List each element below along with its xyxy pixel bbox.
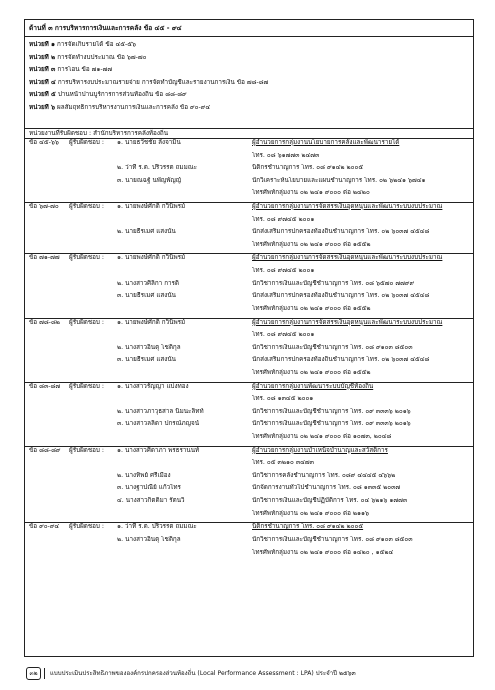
item-range [25, 152, 69, 165]
person-name: ๓. นายณฉฐ์ นพัญพัญญ์ [117, 176, 182, 184]
person-name [117, 395, 252, 408]
person-name: ๑. นายพงษ์ศักดิ์ กวินิพรม์ [117, 318, 186, 326]
unit-text: การโอน ข้อ ๗๑-๗๗ [57, 66, 113, 73]
person-name: ๒. นางสาวศิลิกา การดิ [117, 279, 180, 287]
contact-row [25, 189, 473, 202]
person-name: ๑. นางสาวศิดาภา พรธรานนท์ [117, 446, 200, 454]
person-name: ๔. นางสาวกิตติมา รัตนวิ [117, 497, 185, 505]
contact-row [25, 280, 473, 293]
person-name [117, 267, 252, 280]
item-range [25, 305, 69, 318]
contact-row [25, 433, 473, 446]
person-name: ๓. นายธีรเมศ แสงนัน [117, 356, 176, 364]
contact-info: ผู้อำนวยการกลุ่มงานการจัดสรรเงินอุดหนุนและพัฒนาระบบงบประมาณ [252, 318, 443, 326]
unit-label: หน่วยที่ ๑ [29, 41, 56, 48]
contact-row [25, 447, 473, 460]
contact-info: ผู้อำนวยการกลุ่มงานนโยบายการคลังและพัฒนารายได้ [252, 139, 400, 146]
responsible-label: ผู้รับผิดชอบ : [69, 139, 105, 146]
contact-row [25, 383, 473, 396]
unit-list [25, 37, 473, 129]
item-range [25, 280, 69, 293]
contact-info: นักวิชาการเงินและบัญชีชำนาญการ โทร. ๐๘ ๙๑๐๓ ๘๕๐๓ [252, 343, 413, 351]
item-range: ข้อ ๙๐-๙๔ [29, 523, 60, 531]
responsible-office: หน่วยงานที่รับผิดชอบ : สำนักบริหารการคลังท้องถิ่น [25, 129, 473, 139]
contact-info: ผู้อำนวยการกลุ่มงานบำเหน็จบำนาญและสวัสดิการ [252, 446, 388, 454]
person-name: ๒. นายธีรเมศ แสงนัน [117, 228, 176, 236]
contact-row [25, 139, 473, 152]
responsible-label [69, 510, 117, 523]
contact-info: นิติกรชำนาญการ โทร. ๐๘ ๙๑๔๒ ๒๐๐๕ [252, 164, 364, 172]
contact-row [25, 152, 473, 165]
item-range: ข้อ ๔๕-๖๖ [29, 139, 59, 146]
responsible-label: ผู้รับผิดชอบ : [69, 318, 105, 326]
person-name [117, 510, 252, 523]
person-name: ๓. นายธีรเมศ แสงนัน [117, 292, 176, 300]
page-number: ๓๒ [26, 667, 41, 680]
contact-row [25, 228, 473, 241]
item-range [25, 536, 69, 549]
contact-info: โทรศัพท์กลุ่มงาน ๐๒ ๒๔๑ ๙๐๐๐ ต่อ ๒๑๑๖ [252, 509, 370, 517]
unit-label: หน่วยที่ ๒ [29, 53, 56, 61]
contact-row [25, 177, 473, 190]
item-range: ข้อ ๗๑-๗๗ [29, 254, 60, 262]
contact-row [25, 472, 473, 485]
item-range [25, 408, 69, 421]
contact-info: โทร. ๐๕ ๓๒๑๐ ๓๔๗๓ [252, 459, 314, 467]
person-name [117, 241, 252, 254]
unit-item [29, 91, 469, 104]
item-range [25, 292, 69, 305]
contact-info: โทร. ๐๘ ๙๗๔๕ ๒๐๐๑ [252, 215, 315, 223]
contact-info: ผู้อำนวยการกลุ่มงานการจัดสรรเงินอุดหนุนและพัฒนาระบบงบประมาณ [252, 203, 443, 211]
person-name: ๑. นายพงษ์ศักดิ์ กวินิพรม์ [117, 203, 186, 211]
contact-row [25, 292, 473, 305]
contact-info: นักส่งเสริมการปกครองท้องถิ่นชำนาญการ โทร. ๐๒ ๖๐๓๗ ๔๕๔๘ [252, 228, 430, 236]
contact-row [25, 408, 473, 421]
item-range [25, 369, 69, 382]
responsible-label [69, 344, 117, 357]
unit-item [29, 41, 469, 54]
item-range [25, 344, 69, 357]
responsible-label: ผู้รับผิดชอบ : [69, 254, 105, 262]
contact-group [25, 254, 473, 318]
item-range [25, 189, 69, 202]
responsible-label [69, 164, 117, 177]
contact-info: นักวิเคราะห์นโยบายและแผนชำนาญการ โทร. ๐๒ ๖๒๔๑ ๖๗๔๑ [252, 176, 426, 184]
section-title: ด้านที่ ๓ การบริหารการเงินและการคลัง ข้อ ๔๕ - ๙๔ [25, 20, 473, 37]
responsible-label [69, 484, 117, 497]
person-name: ๓. นางฐาปณีย์ แก้วไทร [117, 484, 181, 492]
item-range [25, 216, 69, 229]
item-range [25, 484, 69, 497]
contact-info: นักวิชาการเงินและบัญชีชำนาญการ โทร. ๐๘ ๙๑๐๓ ๘๕๐๓ [252, 535, 413, 543]
contact-info: โทร. ๐๘ ๑๓๔๕ ๒๐๐๑ [252, 395, 314, 403]
unit-label: หน่วยที่ ๓ [29, 66, 56, 73]
responsible-label [69, 459, 117, 472]
item-range [25, 164, 69, 177]
item-range [25, 420, 69, 433]
person-name: ๑. นายพงษ์ศักดิ์ กวินิพรม์ [117, 254, 186, 262]
responsible-label [69, 472, 117, 485]
item-range: ข้อ ๘๓-๘๗ [29, 382, 61, 390]
item-range: ข้อ ๘๘-๘๙ [29, 446, 61, 454]
footer-text: แบบประเมินประสิทธิภาพขององค์กรปกครองส่วนท้องถิ่น (Local Performance Assessment : LPA) ประจำปี ๒๕๖๓ [50, 670, 356, 677]
item-range [25, 228, 69, 241]
responsible-label: ผู้รับผิดชอบ : [69, 523, 105, 531]
contact-info: ผู้อำนวยการกลุ่มงานพัฒนาระบบบัญชีท้องถิ่น [252, 382, 374, 390]
item-range [25, 356, 69, 369]
contact-row [25, 305, 473, 318]
contact-group [25, 319, 473, 383]
person-name: ๒. นางทิพย์ ศรีเมือง [117, 471, 171, 479]
person-name: ๒. นางสาวภาวุธสาล นิมนะลิทท์ [117, 407, 204, 415]
person-name [117, 369, 252, 382]
person-name [117, 549, 252, 562]
item-range [25, 497, 69, 510]
unit-item [29, 79, 469, 92]
contact-row [25, 319, 473, 332]
contact-info: โทร. ๐๘ ๙๗๔๕ ๒๐๐๑ [252, 331, 315, 339]
contact-row [25, 420, 473, 433]
responsible-label: ผู้รับผิดชอบ : [69, 446, 105, 454]
item-range [25, 267, 69, 280]
responsible-label [69, 216, 117, 229]
contact-row [25, 203, 473, 216]
person-name: ๑. นางสาวรัญญา แบ่งทอง [117, 382, 189, 390]
item-range [25, 241, 69, 254]
contact-row [25, 395, 473, 408]
unit-label: หน่วยที่ ๖ [29, 103, 56, 111]
contact-group [25, 383, 473, 447]
item-range [25, 549, 69, 562]
contact-row [25, 510, 473, 523]
contact-group [25, 447, 473, 524]
contact-info: นักวิชาการเงินและบัญชีชำนาญการ โทร. ๐๘ ๖๕๗๐ ๗๗๙๙ [252, 279, 415, 287]
contact-info: นักวิชาการเงินและบัญชีชำนาญการ โทร. ๐๙ ๓๓๓๖ ๒๐๑๖ [252, 407, 411, 415]
unit-label: หน่วยที่ ๔ [29, 78, 56, 86]
responsible-label: ผู้รับผิดชอบ : [69, 382, 105, 390]
item-range [25, 459, 69, 472]
person-name [117, 189, 252, 202]
person-name: ๒. นางสาวอินตุ โชติกุล [117, 343, 181, 351]
responsible-label [69, 420, 117, 433]
item-range [25, 177, 69, 190]
contact-info: โทรศัพท์กลุ่มงาน ๐๒ ๒๔๑ ๙๐๐๐ ต่อ ๑๕๕๒ [252, 304, 371, 312]
unit-text: ปานหน้าปานบูร์การการส่วนท้องถิ่น ข้อ ๘๘-๘๙ [57, 91, 187, 98]
person-name: ๒. ว่าที่ ร.ต. ปริวรรต ถมมณะ [117, 164, 197, 172]
responsible-label [69, 433, 117, 446]
unit-item [29, 66, 469, 79]
responsible-label [69, 305, 117, 318]
responsible-label [69, 267, 117, 280]
contact-row [25, 356, 473, 369]
person-name: ๒. นางสาวอินตุ โชติกุล [117, 535, 181, 543]
contact-row [25, 216, 473, 229]
item-range: ข้อ ๖๗-๗๐ [29, 203, 59, 211]
contact-row [25, 549, 473, 562]
contact-info: โทรศัพท์กลุ่มงาน ๐๒ ๒๔๑ ๙๐๐๐ ต่อ ๑๕๕๒ [252, 240, 371, 248]
item-range [25, 510, 69, 523]
unit-item [29, 54, 469, 67]
contact-info: โทรศัพท์กลุ่มงาน ๐๒ ๒๔๑ ๙๐๐๐ ต่อ ๑๔๒๐ , ๑๕๒๔ [252, 548, 394, 556]
person-name [117, 305, 252, 318]
contact-info: โทร. ๐๘ ๙๗๔๕ ๒๐๐๑ [252, 267, 315, 275]
contact-row [25, 241, 473, 254]
contact-info: โทรศัพท์กลุ่มงาน ๐๒ ๒๔๑ ๙๐๐๐ ต่อ ๑๕๕๒ [252, 368, 371, 376]
contact-row [25, 254, 473, 267]
item-range: ข้อ ๗๘-๘๒ [29, 318, 60, 326]
person-name: ๑. นายธวัชชัย ลังจามิน [117, 139, 181, 146]
unit-item [29, 104, 469, 117]
unit-text: การบริหารงบประมาณรายจ่าย การจัดทำบัญชีและรายงานการเงิน ข้อ ๗๘-๘๗ [57, 78, 269, 86]
item-range [25, 331, 69, 344]
contact-info: นักจัดการงานทั่วไปชำนาญการ โทร. ๐๘ ๑๓๓๕ ๒๐๓๗ [252, 484, 401, 492]
responsible-label [69, 395, 117, 408]
responsible-label [69, 292, 117, 305]
responsible-label [69, 536, 117, 549]
item-range [25, 395, 69, 408]
responsible-label [69, 228, 117, 241]
contact-row [25, 484, 473, 497]
person-name: ๓. นางสาวลลิดา ปกรณ์ภญจน์ [117, 420, 200, 428]
responsible-label [69, 408, 117, 421]
person-name [117, 459, 252, 472]
contact-info: นักวิชาการเงินและบัญชีปฏิบัติการ โทร. ๐๔ ๖๒๑๖ ๑๗๗๓ [252, 497, 408, 505]
person-name: ๑. ว่าที่ ร.ต. ปริวรรต ถมมณะ [117, 523, 197, 531]
item-range [25, 472, 69, 485]
content-table [24, 19, 474, 657]
contact-row [25, 267, 473, 280]
contact-row [25, 344, 473, 357]
responsible-label [69, 497, 117, 510]
contact-row [25, 369, 473, 382]
person-name [117, 433, 252, 446]
contact-groups [25, 139, 473, 561]
contact-row [25, 164, 473, 177]
unit-label: หน่วยที่ ๕ [29, 91, 56, 98]
responsible-label [69, 152, 117, 165]
contact-group [25, 523, 473, 561]
responsible-label [69, 356, 117, 369]
contact-info: นักส่งเสริมการปกครองท้องถิ่นชำนาญการ โทร. ๐๒ ๖๐๓๗ ๔๕๔๘ [252, 356, 430, 364]
responsible-label [69, 280, 117, 293]
responsible-label [69, 549, 117, 562]
responsible-label: ผู้รับผิดชอบ : [69, 203, 105, 211]
person-name [117, 331, 252, 344]
contact-row [25, 523, 473, 536]
person-name [117, 152, 252, 165]
unit-text: การจัดทำงบประมาณ ข้อ ๖๗-๗๐ [57, 53, 147, 61]
responsible-label [69, 189, 117, 202]
contact-row [25, 459, 473, 472]
contact-info: นักส่งเสริมการปกครองท้องถิ่นชำนาญการ โทร. ๐๒ ๖๐๓๗ ๔๕๔๘ [252, 292, 430, 300]
unit-text: การจัดเก็บรายได้ ข้อ ๔๕-๕๖ [57, 41, 137, 48]
contact-group [25, 139, 473, 203]
responsible-label [69, 241, 117, 254]
responsible-label [69, 177, 117, 190]
person-name [117, 216, 252, 229]
contact-info: ผู้อำนวยการกลุ่มงานการจัดสรรเงินอุดหนุนและพัฒนาระบบงบประมาณ [252, 254, 443, 262]
contact-row [25, 331, 473, 344]
contact-info: โทรศัพท์กลุ่มงาน ๐๒ ๒๔๑ ๙๐๐๐ ต่อ ๒๔๒๐ [252, 189, 370, 197]
contact-info: โทรศัพท์กลุ่มงาน ๐๒ ๒๔๑ ๙๐๐๐ ต่อ ๑๐๗๓, ๒๐๔๘ [252, 433, 392, 441]
responsible-label [69, 369, 117, 382]
contact-info: นิติกรชำนาญการ โทร. ๐๘ ๙๑๔๒ ๒๐๐๕ [252, 523, 364, 531]
contact-row [25, 536, 473, 549]
contact-info: โทร. ๐๘ ๖๑๗๗๓ ๒๔๗๓ [252, 151, 320, 159]
contact-group [25, 203, 473, 254]
contact-info: นักวิชาการเงินและบัญชีชำนาญการ โทร. ๐๙ ๓๓๓๖ ๒๐๑๖ [252, 420, 411, 428]
contact-row [25, 497, 473, 510]
unit-text: ผลสัมฤทธิ์การบริหารงานการเงินและการคลัง ข้อ ๙๐-๙๔ [57, 103, 211, 111]
item-range [25, 433, 69, 446]
contact-info: นักวิชาการคลังชำนาญการ โทร. ๐๘๙ ๔๔๔๕ ๔๖๖๒ [252, 471, 396, 479]
footer-divider [44, 668, 45, 679]
responsible-label [69, 331, 117, 344]
page-footer [26, 666, 476, 682]
